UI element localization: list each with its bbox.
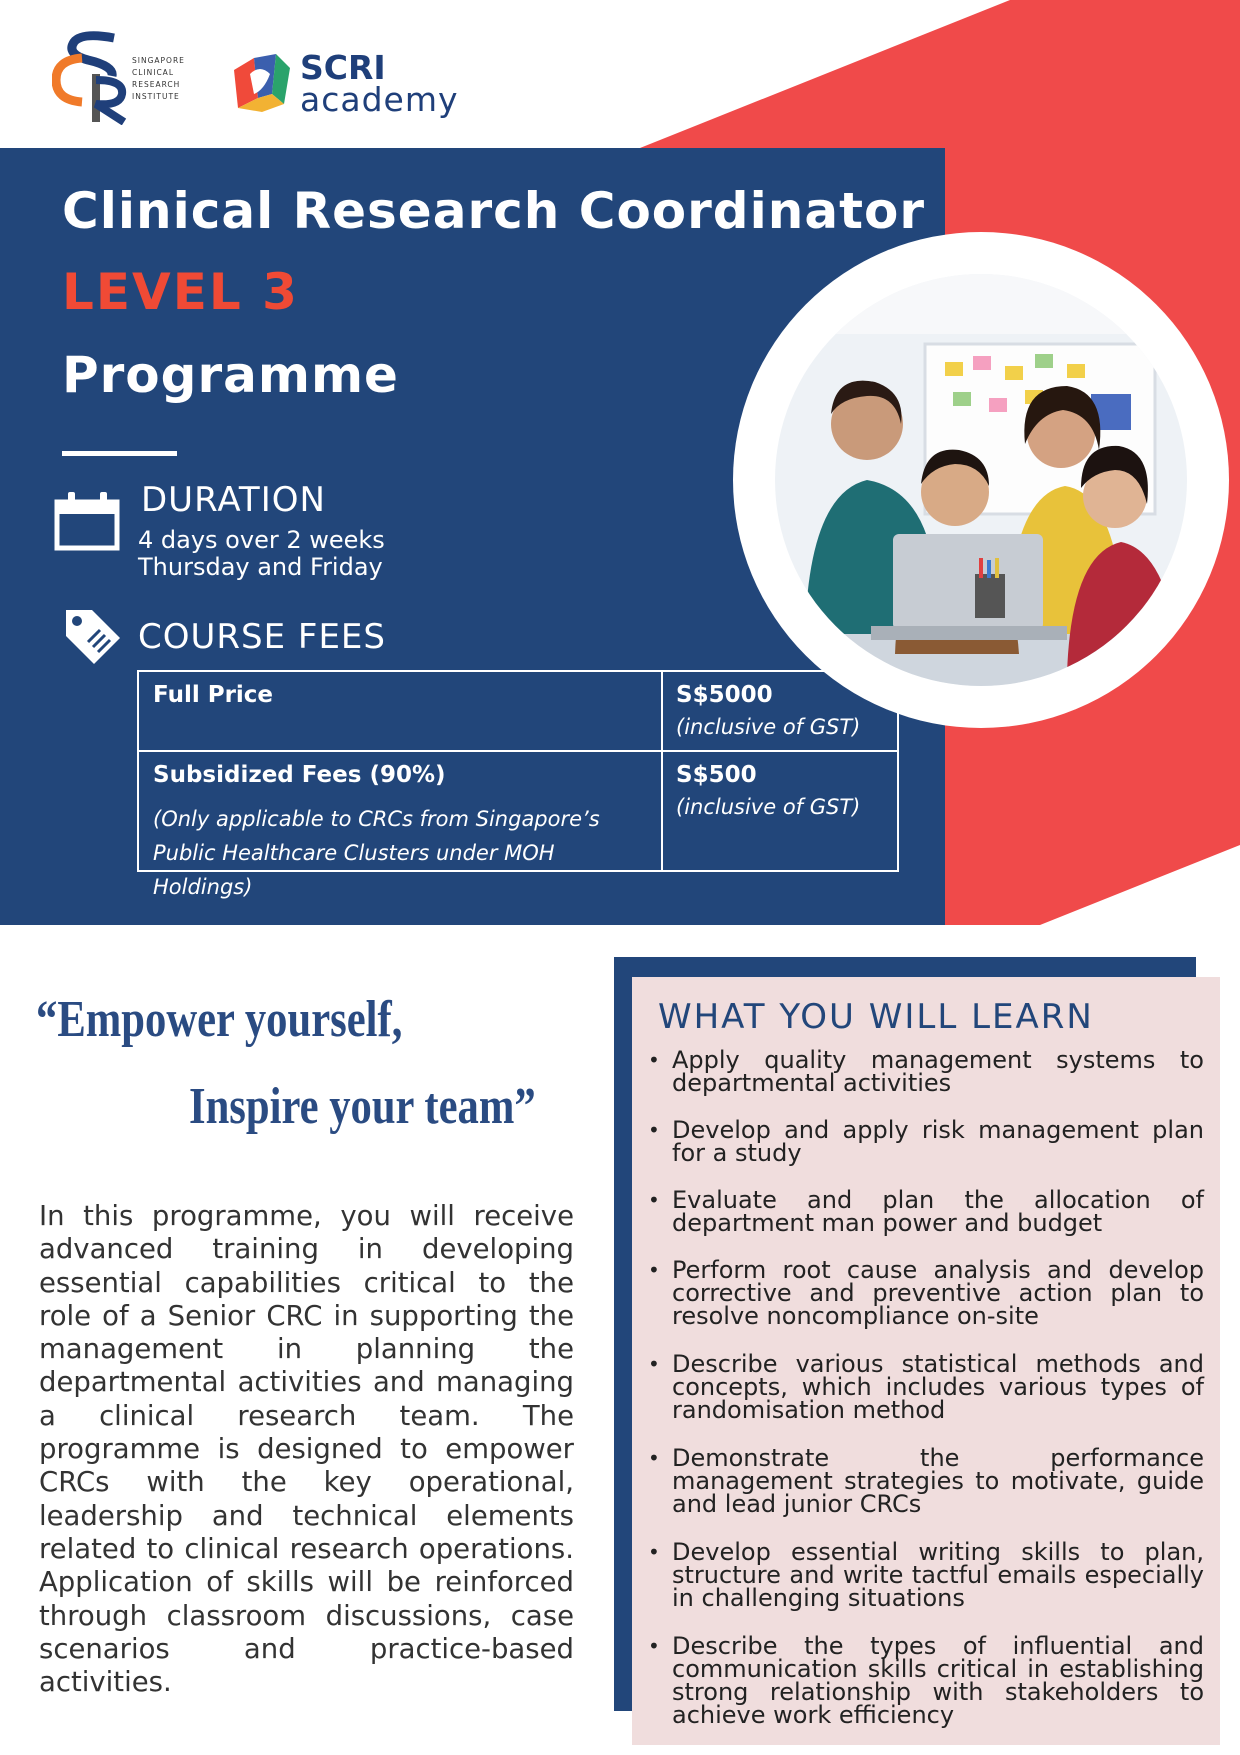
scri-academy-logo — [228, 46, 468, 126]
bullet-icon: • — [648, 1188, 660, 1212]
learn-item-text: Describe the types of influential and communication skills critical in establishing strong relationship with stakeholders to achieve work efficiency — [672, 1632, 1204, 1729]
list-item — [648, 1116, 1204, 1189]
fee-gst-note: (inclusive of GST) — [676, 795, 861, 819]
duration-days: Thursday and Friday — [138, 553, 383, 581]
academy-word-text: academy — [300, 80, 459, 119]
title-divider — [62, 451, 177, 456]
bullet-icon: • — [648, 1446, 660, 1470]
scri-logo — [52, 30, 202, 125]
bullet-icon: • — [648, 1540, 660, 1564]
calendar-icon — [54, 488, 122, 556]
learn-item-text: Describe various statistical methods and concepts, which includes various types of randomisation method — [672, 1350, 1204, 1424]
scri-logo-mark-icon — [52, 30, 132, 125]
course-fees-heading: COURSE FEES — [138, 617, 386, 657]
duration-heading: DURATION — [141, 480, 326, 520]
fees-table — [137, 670, 899, 899]
duration-length: 4 days over 2 weeks — [138, 526, 385, 554]
scri-name-line: SINGAPORE — [132, 56, 185, 65]
list-item — [648, 1632, 1204, 1729]
learn-heading: WHAT YOU WILL LEARN — [658, 997, 1094, 1037]
table-divider — [661, 752, 663, 872]
list-item — [648, 1350, 1204, 1447]
academy-book-icon — [228, 50, 294, 116]
scri-name-line: INSTITUTE — [132, 92, 180, 101]
programme-title: Programme — [62, 346, 399, 404]
fee-price: S$5000 — [676, 682, 773, 708]
programme-description: In this programme, you will receive advanced training in developing essential capabilities critical to the role of a Senior CRC in supporting the management in planning the departmental activities and managing a clinical research team. The programme is designed to empower CRCs with the key operational, leadership and technical elements related to clinical research operations. Application of skills will be reinforced through classroom discussions, case scenarios and practice-based activities. — [39, 1200, 574, 1699]
learn-item-text: Evaluate and plan the allocation of department man power and budget — [672, 1186, 1204, 1237]
learn-item-text: Develop and apply risk management plan for a study — [672, 1116, 1204, 1167]
quote-line: Inspire your team” — [189, 1078, 536, 1135]
list-item — [648, 1186, 1204, 1259]
learn-item-text: Apply quality management systems to departmental activities — [672, 1046, 1204, 1097]
list-item — [648, 1538, 1204, 1635]
learn-item-text: Perform root cause analysis and develop corrective and preventive action plan to resolve noncompliance on-site — [672, 1256, 1204, 1330]
list-item — [648, 1046, 1204, 1119]
bullet-icon: • — [648, 1048, 660, 1072]
scri-name-line: RESEARCH — [132, 80, 181, 89]
list-item — [648, 1444, 1204, 1541]
page-title: Clinical Research Coordinator — [62, 182, 925, 240]
quote-line: “Empower yourself, — [36, 991, 403, 1048]
fee-eligibility-note: (Only applicable to CRCs from Singapore’s Public Healthcare Clusters under MOH Holdings) — [153, 807, 600, 899]
bullet-icon: • — [648, 1634, 660, 1658]
fee-price: S$500 — [676, 762, 757, 788]
bullet-icon: • — [648, 1352, 660, 1376]
learn-item-text: Develop essential writing skills to plan, structure and write tactful emails especially in challenging situations — [672, 1538, 1204, 1612]
fee-label: Subsidized Fees (90%) — [153, 762, 446, 788]
bullet-icon: • — [648, 1118, 660, 1142]
team-photo-illustration — [775, 274, 1187, 686]
fees-row-full-price — [139, 672, 897, 752]
price-tag-icon — [62, 606, 124, 668]
learn-list — [648, 1046, 1204, 1729]
learn-box — [632, 977, 1220, 1745]
academy-brand-text: SCRI — [300, 48, 386, 87]
fee-label: Full Price — [153, 682, 274, 708]
level-title: LEVEL 3 — [62, 263, 299, 321]
table-divider — [661, 672, 663, 750]
bullet-icon: • — [648, 1258, 660, 1282]
list-item — [648, 1256, 1204, 1353]
fee-gst-note: (inclusive of GST) — [676, 715, 861, 739]
learn-item-text: Demonstrate the performance management strategies to motivate, guide and lead junior CRCs — [672, 1444, 1204, 1518]
team-photo — [775, 274, 1187, 686]
fees-row-subsidized — [139, 752, 897, 899]
scri-name-line: CLINICAL — [132, 68, 174, 77]
